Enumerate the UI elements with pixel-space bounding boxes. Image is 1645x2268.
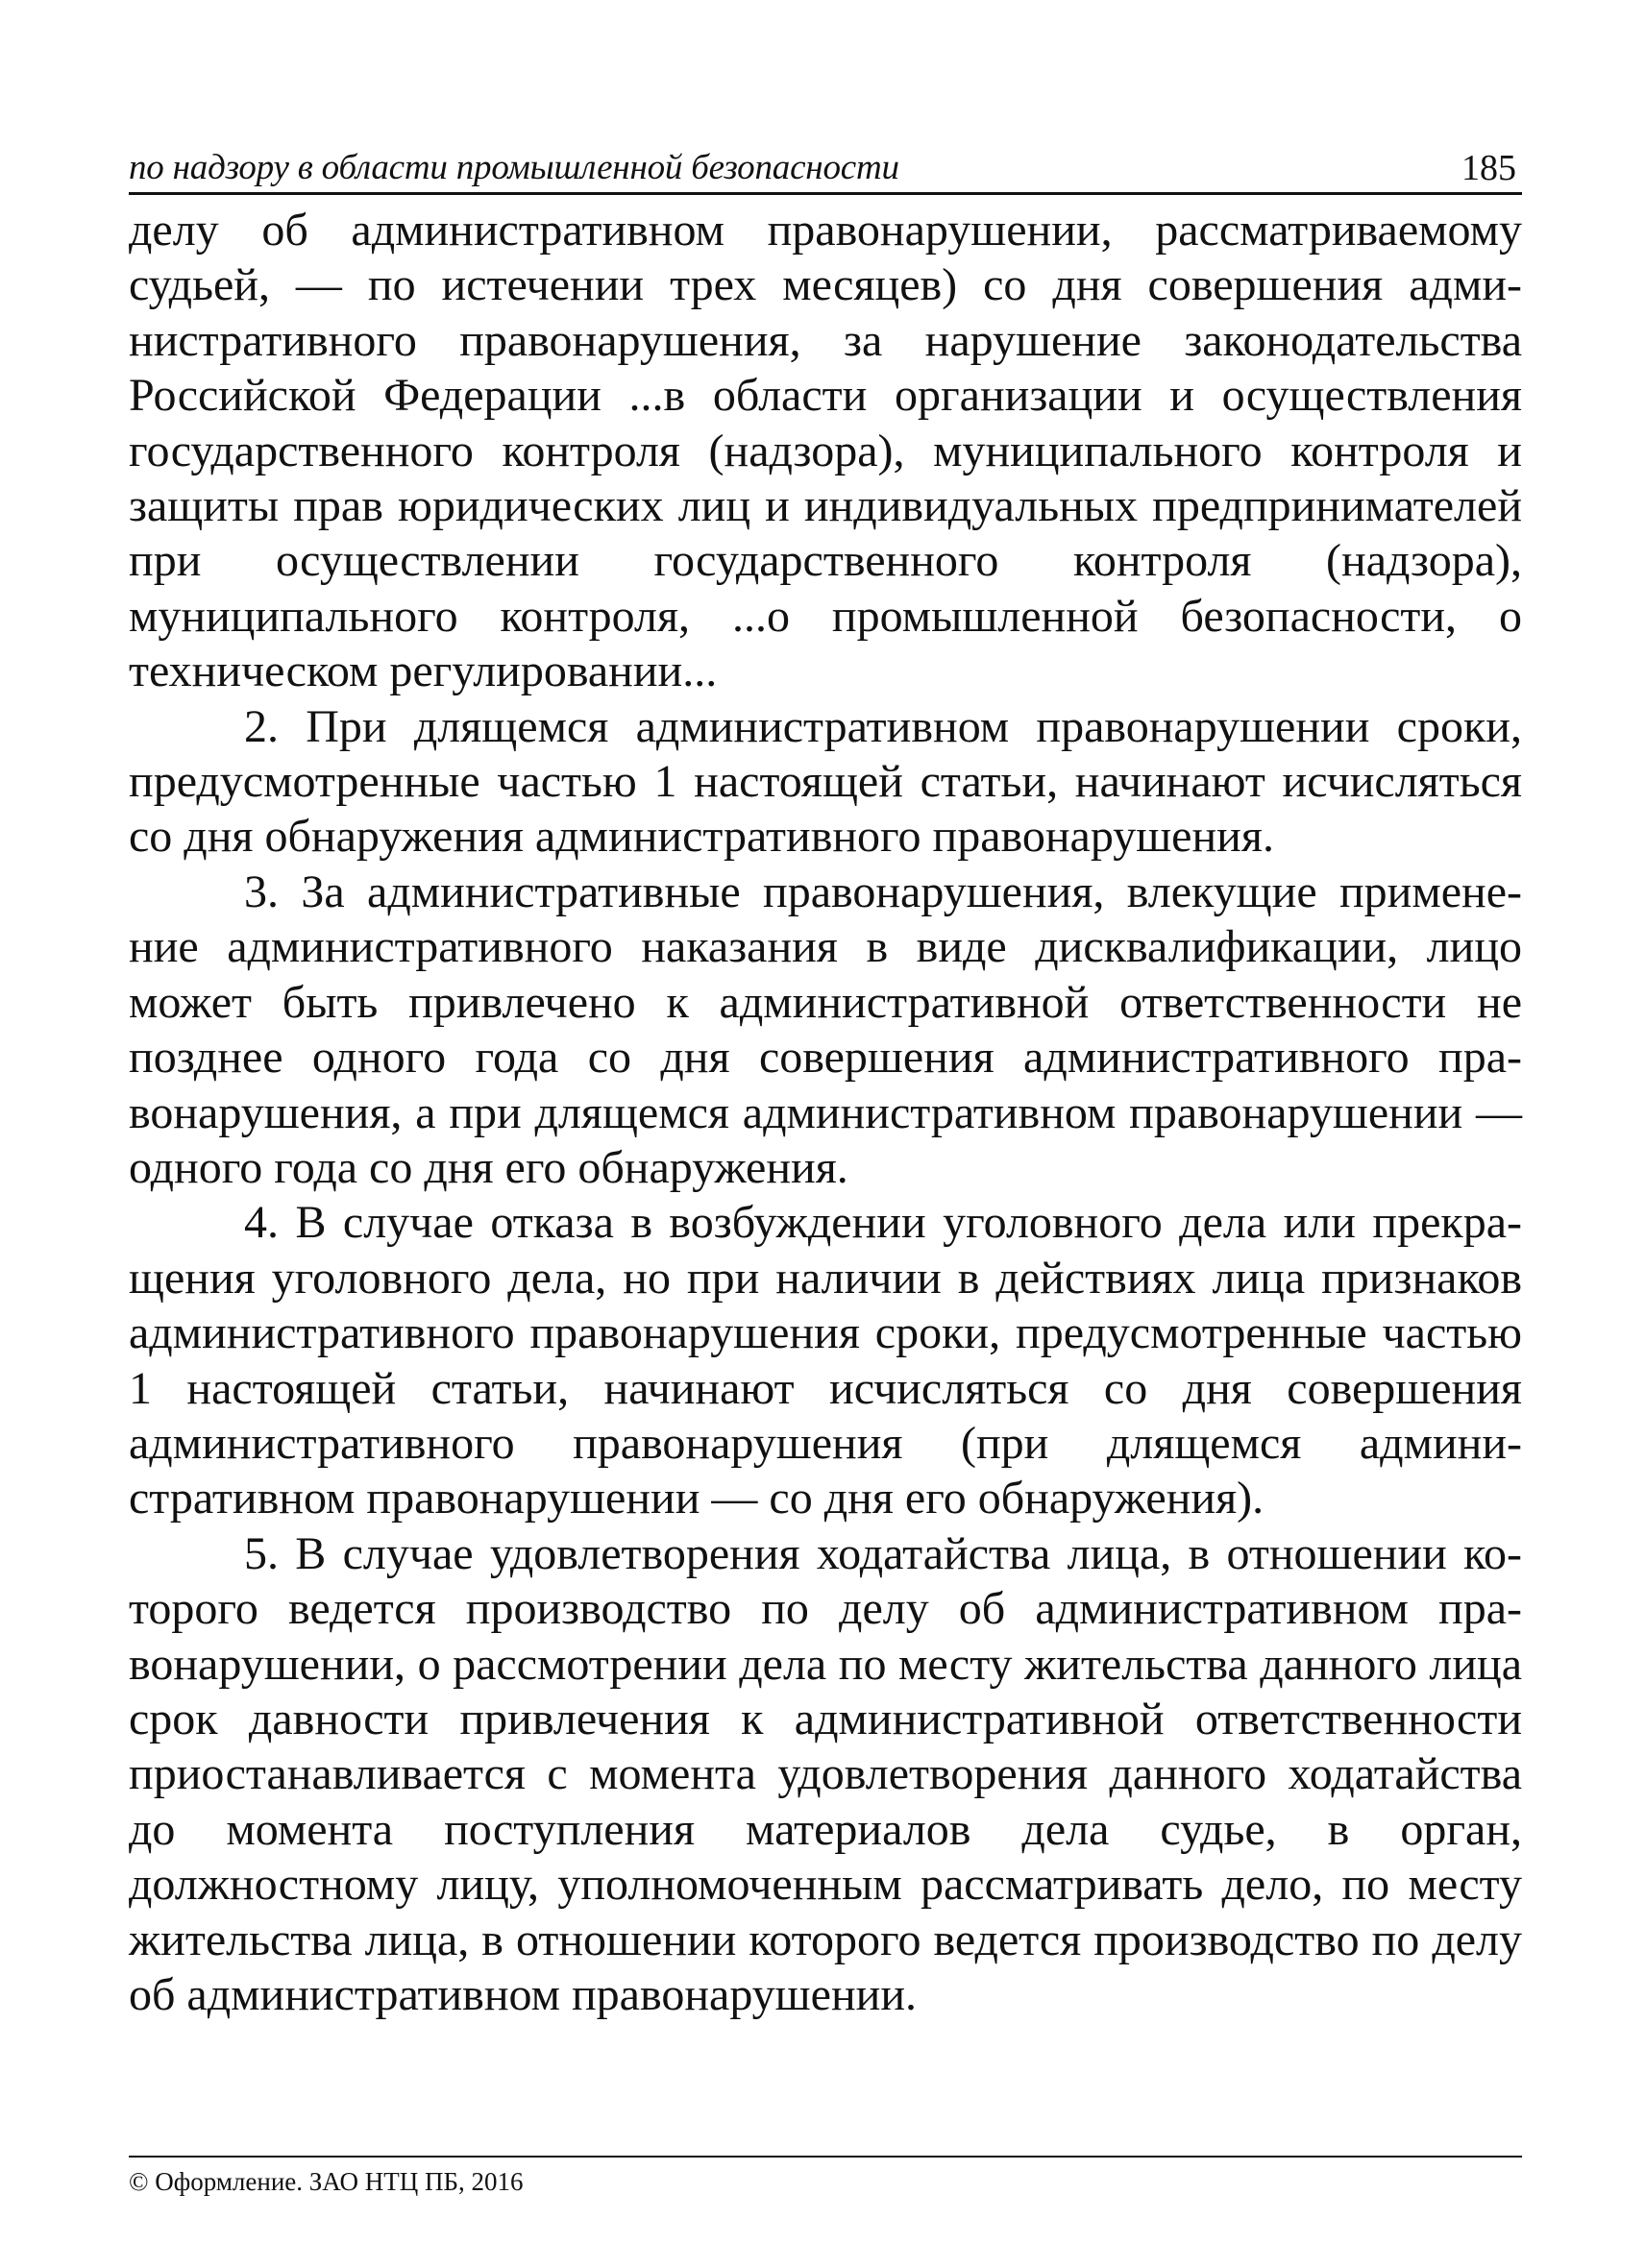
paragraph-part-3: 3. За административные правонарушения, влекущие применение административного наказания в виде дисквалификации, лицо может быть привлечено к административной ответственности не позднее одного года со дня совершения административного правонарушения, а при длящемся административном правонарушении — одного года со дня его обнаружения. [129,866,1522,1193]
paragraph-part-4: 4. В случае отказа в возбуждении уголовного дела или прекращения уголовного дела, но при наличии в действиях лица признаков административного правонарушения сроки, предусмотренные частью 1 настоящей статьи, начинают исчисляться со дня совершения административного правонарушения (при длящемся административном правонарушении — со дня его обнаружения). [129,1197,1522,1524]
page-number: 185 [1461,148,1516,188]
running-header [129,144,1522,195]
paragraph-continued: делу об административном правонарушении, рассматриваемому судьей, — по истечении трех месяцев) со дня совершения административного правонарушения, за нарушение законодательства Российской Федерации ...в области организации и осуществления государственного контроля (надзора), муниципального контроля и защиты прав юридических лиц и индивидуальных предпринимателей при осуществлении государственного контроля (надзора), муниципального контроля, ...о промышленной безопасности, о техническом регулировании... [129,205,1522,697]
body-text [129,203,1522,2022]
running-header-title: по надзору в области промышленной безопасности [129,148,899,187]
paragraph-part-2: 2. При длящемся административном правонарушении сроки, предусмотренные частью 1 настоящей статьи, начинают исчисляться со дня обнаружения административного правонарушения. [129,700,1522,863]
copyright-notice: © Оформление. ЗАО НТЦ ПБ, 2016 [129,2167,524,2196]
paragraph-part-5: 5. В случае удовлетворения ходатайства лица, в отношении которого ведется производство по делу об административном правонарушении, о рассмотрении дела по месту жительства данного лица срок давности привлечения к административной ответственности приостанавливается с момента удовлетворения данного ходатайства до момента поступления материалов дела судье, в орган, должностному лицу, уполномоченным рассматривать дело, по месту жительства лица, в отношении которого ведется производство по делу об административном правонарушении. [129,1527,1522,2020]
document-page [129,144,1522,2022]
page-footer [129,2156,1522,2198]
